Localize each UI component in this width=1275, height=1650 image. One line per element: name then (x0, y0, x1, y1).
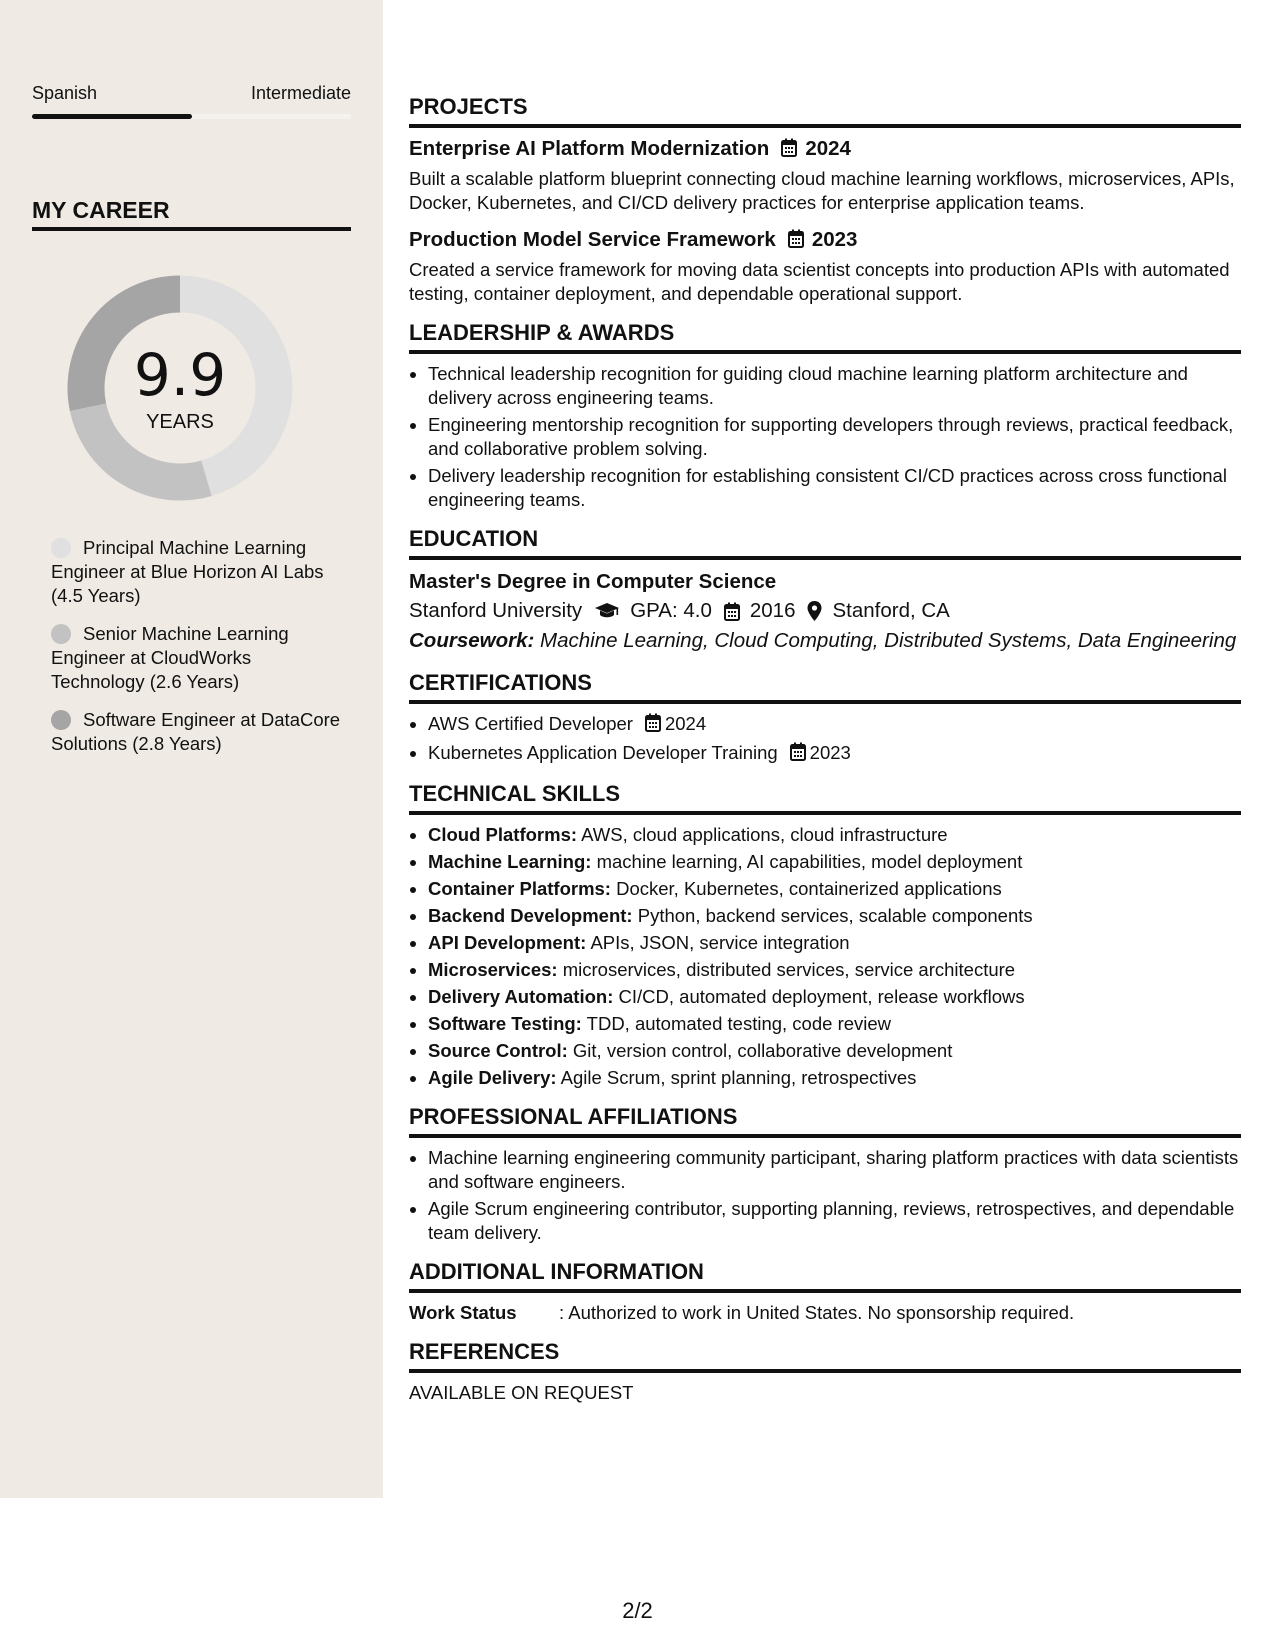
skill-item (428, 931, 1241, 955)
certifications-title: CERTIFICATIONS (409, 670, 1241, 704)
skill-text: Agile Scrum, sprint planning, retrospectives (560, 1067, 917, 1088)
education-year: 2016 (749, 599, 796, 622)
skill-text: AWS, cloud applications, cloud infrastructure (581, 824, 948, 845)
leadership-item: • Technical leadership recognition for guiding cloud machine learning platform architecture and delivery across engineering teams. (428, 362, 1241, 410)
work-status-label: Work Status (409, 1302, 517, 1323)
skills-list (409, 823, 1241, 1090)
skill-item (428, 985, 1241, 1009)
project-description: Built a scalable platform blueprint connecting cloud machine learning workflows, microservices, APIs, Docker, Kubernetes, and CI/CD delivery practices for enterprise application teams. (409, 168, 1235, 213)
skill-label: Machine Learning: (428, 851, 592, 872)
career-legend-item (51, 622, 341, 694)
career-donut-chart (66, 274, 294, 502)
career-total-years: 9.9 (133, 341, 227, 409)
calendar-icon (790, 742, 806, 767)
skill-item (428, 1012, 1241, 1036)
skill-text: Python, backend services, scalable components (637, 905, 1033, 926)
career-legend-item (51, 536, 341, 608)
project-year: 2024 (805, 137, 851, 160)
education-gpa: GPA: 4.0 (630, 599, 712, 622)
skill-text: microservices, distributed services, service architecture (562, 959, 1016, 980)
skill-label: Source Control: (428, 1040, 568, 1061)
skill-text: machine learning, AI capabilities, model deployment (596, 851, 1023, 872)
project-header (409, 136, 1241, 164)
calendar-icon (788, 229, 804, 255)
language-level: Intermediate (250, 83, 351, 103)
references-title: REFERENCES (409, 1339, 1241, 1373)
skills-title: TECHNICAL SKILLS (409, 781, 1241, 815)
certification-year: 2023 (809, 742, 851, 763)
legend-dot-icon (51, 538, 71, 558)
leadership-list (409, 362, 1241, 512)
skill-label: Backend Development: (428, 905, 633, 926)
leadership-section (409, 320, 1241, 512)
references-section (409, 1339, 1241, 1405)
career-legend-text: Software Engineer at DataCore Solutions (2.8 Years) (51, 709, 341, 754)
projects-title: PROJECTS (409, 94, 1241, 128)
skill-item (428, 958, 1241, 982)
career-legend (51, 536, 341, 770)
language-proficiency-fill (32, 114, 192, 119)
references-text: AVAILABLE ON REQUEST (409, 1382, 634, 1403)
work-status-value: : Authorized to work in United States. No sponsorship required. (559, 1302, 1075, 1323)
certifications-section (409, 670, 1241, 767)
leadership-item: • Engineering mentorship recognition for supporting developers through reviews, practical feedback, and collaborative problem solving. (428, 413, 1241, 461)
education-section (409, 526, 1241, 656)
projects-list (409, 136, 1241, 306)
skill-item (428, 823, 1241, 847)
calendar-icon (645, 713, 661, 738)
skill-text: Docker, Kubernetes, containerized applications (616, 878, 1002, 899)
skill-label: Cloud Platforms: (428, 824, 578, 845)
education-location: Stanford, CA (832, 599, 950, 622)
skill-label: Software Testing: (428, 1013, 582, 1034)
language-proficiency-bar (32, 114, 351, 119)
coursework-text: Machine Learning, Cloud Computing, Distributed Systems, Data Engineering (540, 629, 1237, 652)
additional-title: ADDITIONAL INFORMATION (409, 1259, 1241, 1293)
project-name: Enterprise AI Platform Modernization (409, 137, 770, 160)
project-year: 2023 (811, 228, 858, 251)
career-legend-text: Principal Machine Learning Engineer at Blue Horizon AI Labs (4.5 Years) (51, 537, 324, 606)
skill-label: Delivery Automation: (428, 986, 614, 1007)
education-school: Stanford University (409, 599, 583, 622)
additional-section (409, 1259, 1241, 1325)
certification-item (428, 741, 1241, 767)
legend-dot-icon (51, 624, 71, 644)
calendar-icon (724, 602, 740, 621)
project-header (409, 227, 1241, 255)
skills-section (409, 781, 1241, 1090)
work-status-row (409, 1301, 1241, 1325)
education-coursework (409, 626, 1241, 656)
leadership-item: • Delivery leadership recognition for establishing consistent CI/CD practices across cross functional engineering teams. (428, 464, 1241, 512)
legend-dot-icon (51, 710, 71, 730)
career-legend-item (51, 708, 341, 756)
skill-text: Git, version control, collaborative development (572, 1040, 953, 1061)
graduation-cap-icon (594, 602, 620, 620)
affiliations-title: PROFESSIONAL AFFILIATIONS (409, 1104, 1241, 1138)
project-name: Production Model Service Framework (409, 228, 776, 251)
education-title: EDUCATION (409, 526, 1241, 560)
page-number: 2/2 (622, 1598, 653, 1623)
calendar-icon (781, 138, 797, 164)
project-item (409, 136, 1241, 215)
affiliations-section (409, 1104, 1241, 1245)
affiliations-list (409, 1146, 1241, 1245)
certification-name: Kubernetes Application Developer Training (428, 742, 778, 763)
skill-item (428, 850, 1241, 874)
language-name: Spanish (32, 83, 98, 103)
career-legend-text: Senior Machine Learning Engineer at CloudWorks Technology (2.6 Years) (51, 623, 289, 692)
education-degree: Master's Degree in Computer Science (409, 570, 777, 593)
leadership-title: LEADERSHIP & AWARDS (409, 320, 1241, 354)
main-content (409, 94, 1241, 1419)
certifications-list (409, 712, 1241, 767)
certification-item (428, 712, 1241, 738)
skill-text: APIs, JSON, service integration (590, 932, 850, 953)
coursework-label: Coursework: (409, 629, 535, 652)
skill-item (428, 1039, 1241, 1063)
skill-label: Microservices: (428, 959, 558, 980)
skill-label: API Development: (428, 932, 587, 953)
skill-label: Agile Delivery: (428, 1067, 557, 1088)
map-pin-icon (807, 601, 822, 621)
skill-item (428, 904, 1241, 928)
affiliation-item: • Agile Scrum engineering contributor, supporting planning, reviews, retrospectives, and dependable team delivery. (428, 1197, 1241, 1245)
skill-text: CI/CD, automated deployment, release workflows (618, 986, 1025, 1007)
affiliation-item: • Machine learning engineering community participant, sharing platform practices with data scientists and software engineers. (428, 1146, 1241, 1194)
project-item (409, 227, 1241, 306)
career-total-unit: YEARS (146, 411, 214, 433)
projects-section (409, 94, 1241, 306)
skill-item (428, 1066, 1241, 1090)
certification-year: 2024 (664, 713, 707, 734)
education-details (409, 596, 1241, 626)
career-heading: MY CAREER (32, 196, 351, 231)
project-description: Created a service framework for moving data scientist concepts into production APIs with automated testing, container deployment, and dependable operational support. (409, 259, 1230, 304)
language-row (32, 82, 351, 104)
skill-text: TDD, automated testing, code review (586, 1013, 892, 1034)
skill-item (428, 877, 1241, 901)
certification-name: AWS Certified Developer (428, 713, 633, 734)
skill-label: Container Platforms: (428, 878, 611, 899)
sidebar (0, 0, 383, 1498)
